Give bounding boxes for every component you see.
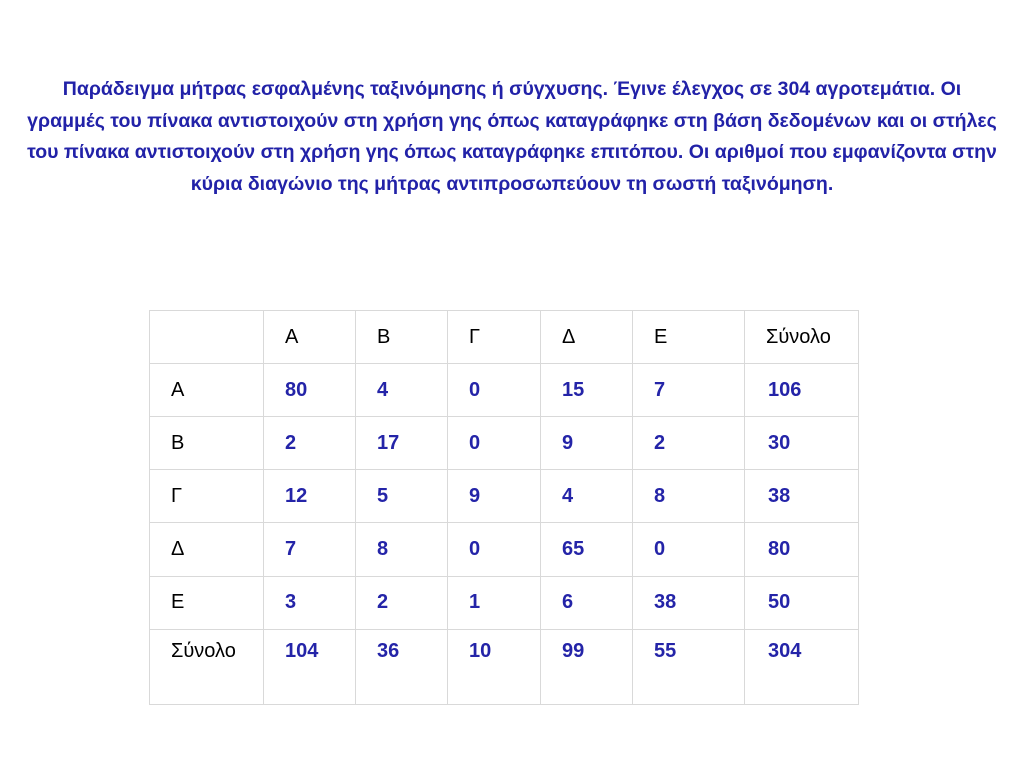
table-cell: 17 xyxy=(356,417,448,470)
table-cell: 12 xyxy=(264,470,356,523)
column-header: Ε xyxy=(633,311,745,364)
table-header-row xyxy=(150,311,859,364)
table-cell: 9 xyxy=(448,470,541,523)
table-cell-total: 38 xyxy=(745,470,859,523)
table-cell-total: 30 xyxy=(745,417,859,470)
table-cell: 36 xyxy=(356,629,448,704)
table-cell: 2 xyxy=(264,417,356,470)
column-header: Β xyxy=(356,311,448,364)
table-cell: 8 xyxy=(633,470,745,523)
column-header: Δ xyxy=(541,311,633,364)
table-row xyxy=(150,417,859,470)
column-header-total: Σύνολο xyxy=(745,311,859,364)
table-cell: 4 xyxy=(541,470,633,523)
row-header: Α xyxy=(150,364,264,417)
corner-cell xyxy=(150,311,264,364)
table-cell: 2 xyxy=(356,576,448,629)
slide-caption: Παράδειγμα μήτρας εσφαλμένης ταξινόμησης ή σύγχυσης. Έγινε έλεγχος σε 304 αγροτεμάτια. Οι γραμμές του πίνακα αντιστοιχούν στη χρήση γης όπως καταγράφηκε στη βάση δεδομένων και οι στήλες του πίνακα αντιστοιχούν στη χρήση γης όπως καταγράφηκε επιτόπου. Οι αριθμοί που εμφανίζοντα στην κύρια διαγώνιο της μήτρας αντιπροσωπεύουν τη σωστή ταξινόμηση. xyxy=(27,78,997,195)
row-header: Δ xyxy=(150,523,264,576)
table-cell: 5 xyxy=(356,470,448,523)
table-row xyxy=(150,470,859,523)
column-header: Α xyxy=(264,311,356,364)
table-cell: 0 xyxy=(633,523,745,576)
row-header: Ε xyxy=(150,576,264,629)
table-cell: 7 xyxy=(633,364,745,417)
table-cell: 99 xyxy=(541,629,633,704)
table-cell: 10 xyxy=(448,629,541,704)
table-row xyxy=(150,523,859,576)
table-cell-grand-total: 304 xyxy=(745,629,859,704)
column-header: Γ xyxy=(448,311,541,364)
table-cell: 8 xyxy=(356,523,448,576)
table-row xyxy=(150,364,859,417)
table-cell: 1 xyxy=(448,576,541,629)
table-cell: 0 xyxy=(448,523,541,576)
table-cell: 9 xyxy=(541,417,633,470)
table-cell: 0 xyxy=(448,417,541,470)
table-cell: 80 xyxy=(264,364,356,417)
table-cell: 38 xyxy=(633,576,745,629)
table-cell: 6 xyxy=(541,576,633,629)
table-cell: 3 xyxy=(264,576,356,629)
table-row xyxy=(150,576,859,629)
confusion-matrix-table xyxy=(149,310,859,705)
table-cell: 4 xyxy=(356,364,448,417)
table-row-total xyxy=(150,629,859,704)
table-cell: 104 xyxy=(264,629,356,704)
row-header: Β xyxy=(150,417,264,470)
table-cell: 15 xyxy=(541,364,633,417)
table-cell: 65 xyxy=(541,523,633,576)
table-cell: 0 xyxy=(448,364,541,417)
table-cell: 2 xyxy=(633,417,745,470)
table-cell-total: 50 xyxy=(745,576,859,629)
table-cell: 7 xyxy=(264,523,356,576)
table-cell-total: 106 xyxy=(745,364,859,417)
table-cell-total: 80 xyxy=(745,523,859,576)
table-cell: 55 xyxy=(633,629,745,704)
row-header: Γ xyxy=(150,470,264,523)
row-header-total: Σύνολο xyxy=(150,629,264,704)
